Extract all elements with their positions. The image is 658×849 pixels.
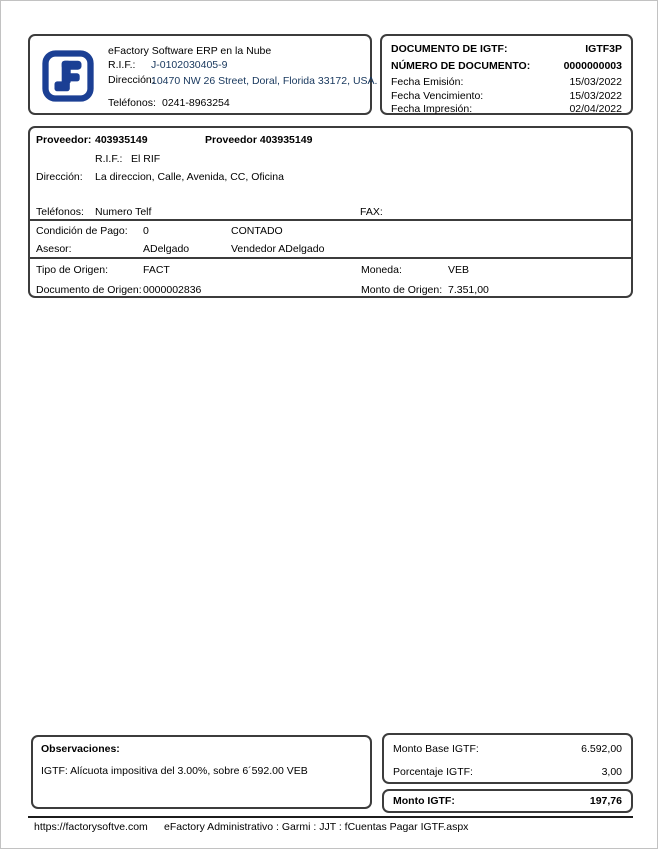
divider-line	[30, 257, 631, 259]
provider-phones-value: Numero Telf	[95, 206, 152, 218]
provider-address-value: La direccion, Calle, Avenida, CC, Oficina	[95, 171, 284, 183]
payment-condition-label: Condición de Pago:	[36, 225, 128, 237]
doc-print-value: 02/04/2022	[569, 103, 622, 115]
porcentaje-value: 3,00	[601, 766, 622, 778]
company-rif-value: J-0102030405-9	[151, 59, 228, 71]
company-rif-label: R.I.F.:	[108, 59, 136, 71]
company-name: eFactory Software ERP en la Nube	[108, 45, 272, 57]
provider-label: Proveedor:	[36, 134, 92, 146]
observations-box	[31, 735, 372, 809]
doc-type-value: IGTF3P	[585, 43, 622, 55]
doc-emission-value: 15/03/2022	[569, 76, 622, 88]
monto-igtf-value: 197,76	[589, 795, 622, 807]
origin-type-label: Tipo de Origen:	[36, 264, 108, 276]
igtf-total-box	[382, 789, 633, 813]
provider-phones-label: Teléfonos:	[36, 206, 84, 218]
origin-doc-value: 0000002836	[143, 284, 202, 296]
doc-type-label: DOCUMENTO DE IGTF:	[391, 43, 508, 55]
advisor-label: Asesor:	[36, 243, 72, 255]
provider-code: 403935149	[95, 134, 148, 146]
footer-divider	[28, 816, 633, 818]
provider-info-box	[28, 126, 633, 298]
doc-number-value: 0000000003	[563, 60, 622, 72]
company-header-box	[28, 34, 378, 115]
porcentaje-label: Porcentaje IGTF:	[393, 766, 473, 778]
currency-label: Moneda:	[361, 264, 402, 276]
origin-amount-label: Monto de Origen:	[361, 284, 443, 296]
doc-number-label: NÚMERO DE DOCUMENTO:	[391, 60, 531, 72]
provider-rif-label: R.I.F.:	[95, 153, 123, 165]
company-phones-label: Teléfonos:	[108, 97, 156, 109]
company-address-value: 10470 NW 26 Street, Doral, Florida 33172, USA.	[151, 75, 378, 87]
divider-line	[30, 219, 631, 221]
igtf-amounts-box	[382, 733, 633, 784]
origin-doc-label: Documento de Origen:	[36, 284, 142, 296]
payment-condition-name: CONTADO	[231, 225, 283, 237]
advisor-name: Vendedor ADelgado	[231, 243, 325, 255]
footer-path: eFactory Administrativo : Garmi : JJT : fCuentas Pagar IGTF.aspx	[164, 821, 469, 833]
doc-due-label: Fecha Vencimiento:	[391, 89, 484, 102]
efactory-logo-icon	[41, 49, 95, 103]
provider-rif-value: El RIF	[131, 153, 161, 165]
doc-print-label: Fecha Impresión:	[391, 103, 473, 115]
footer-url[interactable]: https://factorysoftve.com	[34, 821, 148, 833]
monto-igtf-label: Monto IGTF:	[393, 795, 455, 807]
doc-due-value: 15/03/2022	[569, 89, 622, 102]
provider-address-label: Dirección:	[36, 171, 83, 183]
advisor-code: ADelgado	[143, 243, 190, 255]
provider-fax-label: FAX:	[360, 206, 383, 218]
document-info-box	[380, 34, 633, 115]
payment-condition-code: 0	[143, 225, 149, 237]
company-address-label: Dirección:	[108, 74, 155, 86]
origin-type-value: FACT	[143, 264, 170, 276]
currency-value: VEB	[448, 264, 470, 276]
origin-amount-value: 7.351,00	[448, 284, 489, 296]
monto-base-value: 6.592,00	[581, 743, 622, 755]
provider-name: Proveedor 403935149	[205, 134, 313, 146]
monto-base-label: Monto Base IGTF:	[393, 743, 479, 755]
observations-title: Observaciones:	[41, 743, 120, 755]
company-phones-value: 0241-8963254	[162, 97, 230, 109]
doc-emission-label: Fecha Emisión:	[391, 76, 464, 88]
observations-text: IGTF: Alícuota impositiva del 3.00%, sobre 6´592.00 VEB	[41, 765, 308, 777]
